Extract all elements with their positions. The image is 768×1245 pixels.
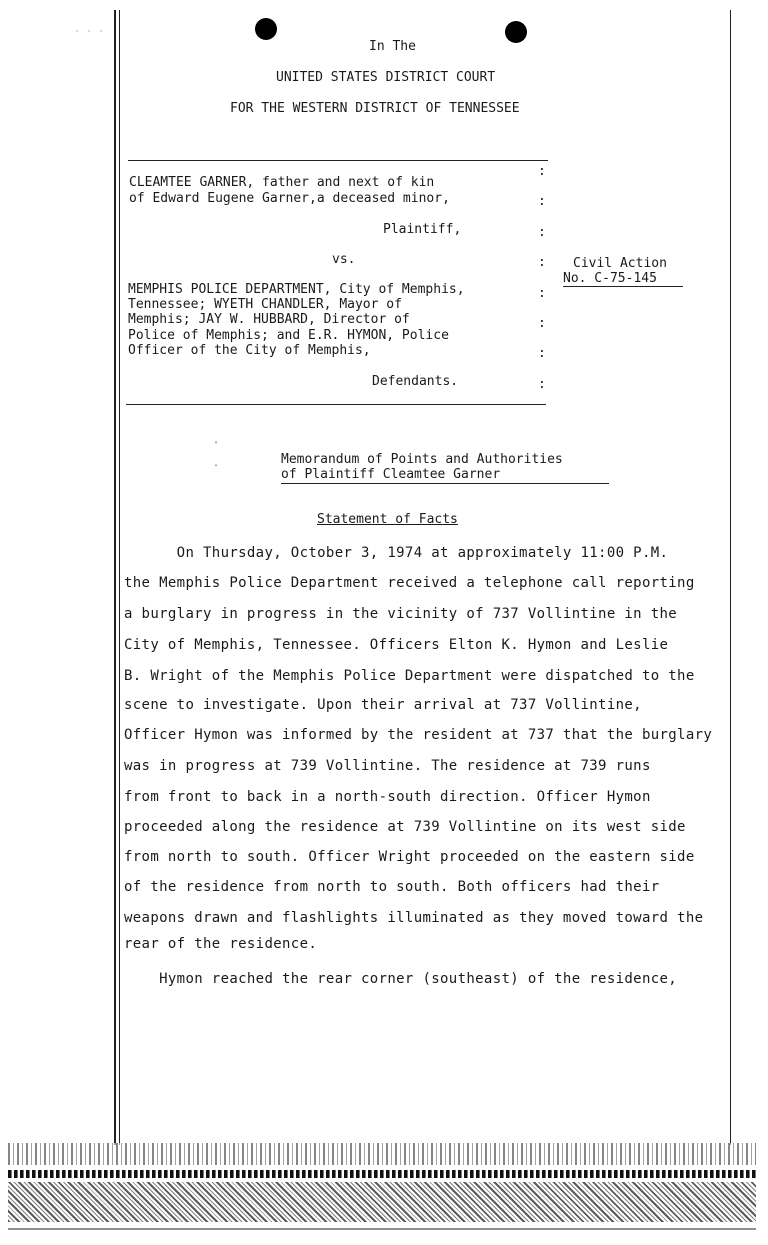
caption-colon: : (538, 255, 546, 270)
caption-colon: : (538, 286, 546, 301)
body-line: a burglary in progress in the vicinity of 737 Vollintine in the (124, 606, 678, 622)
caption-colon: : (538, 377, 546, 392)
memo-title-underline (281, 483, 609, 484)
body-line: Hymon reached the rear corner (southeast) of the residence, (124, 971, 678, 987)
plaintiff-name-line-1: CLEAMTEE GARNER, father and next of kin (129, 175, 435, 190)
defendant-line-3: Memphis; JAY W. HUBBARD, Director of (128, 312, 410, 327)
scan-noise-band (8, 1170, 756, 1178)
body-line: weapons drawn and flashlights illuminated as they moved toward the (124, 910, 704, 926)
body-line: from north to south. Officer Wright proceeded on the eastern side (124, 849, 695, 865)
caption-colon: : (538, 316, 546, 331)
body-line: scene to investigate. Upon their arrival at 737 Vollintine, (124, 697, 642, 713)
caption-top-rule (128, 160, 548, 161)
caption-colon: : (538, 194, 546, 209)
stray-mark: ' (213, 440, 220, 451)
caption-colon: : (538, 225, 546, 240)
defendant-line-2: Tennessee; WYETH CHANDLER, Mayor of (128, 297, 402, 312)
body-line: City of Memphis, Tennessee. Officers Elton K. Hymon and Leslie (124, 637, 669, 653)
left-margin-rule (114, 10, 116, 1145)
case-number-underline (563, 286, 683, 287)
body-line: On Thursday, October 3, 1974 at approximately 11:00 P.M. (124, 545, 669, 561)
scan-noise-band (8, 1182, 756, 1222)
stray-mark: . (213, 458, 220, 469)
defendants-label: Defendants. (372, 374, 459, 389)
body-line: of the residence from north to south. Both officers had their (124, 879, 660, 895)
scan-noise-band (8, 1228, 756, 1230)
binder-hole-right (505, 21, 527, 43)
defendant-line-1: MEMPHIS POLICE DEPARTMENT, City of Memphis, (128, 282, 465, 297)
plaintiff-name-line-2: of Edward Eugene Garner,a deceased minor, (129, 191, 450, 206)
caption-colon: : (538, 346, 546, 361)
civil-action-label: Civil Action (573, 256, 667, 271)
defendant-line-4: Police of Memphis; and E.R. HYMON, Police (128, 328, 449, 343)
stray-mark: ˙ ˙ ˙ (74, 30, 105, 41)
caption-bottom-rule (126, 404, 546, 405)
court-header-line-2: UNITED STATES DISTRICT COURT (276, 70, 496, 85)
scan-noise-band (8, 1143, 756, 1165)
left-margin-rule-inner (119, 10, 120, 1145)
court-header-line-3: FOR THE WESTERN DISTRICT OF TENNESSEE (230, 101, 520, 116)
defendant-line-5: Officer of the City of Memphis, (128, 343, 371, 358)
court-header-line-1: In The (369, 39, 416, 54)
body-line: the Memphis Police Department received a telephone call reporting (124, 575, 695, 591)
body-line: Officer Hymon was informed by the resident at 737 that the burglary (124, 727, 713, 743)
section-heading: Statement of Facts (317, 512, 458, 527)
caption-colon: : (538, 164, 546, 179)
binder-hole-left (255, 18, 277, 40)
memo-title-line-2: of Plaintiff Cleamtee Garner (281, 467, 501, 482)
plaintiff-label: Plaintiff, (383, 222, 462, 237)
body-line: proceeded along the residence at 739 Vollintine on its west side (124, 819, 686, 835)
body-line: rear of the residence. (124, 936, 318, 952)
case-number: No. C-75-145 (563, 271, 657, 286)
right-margin-rule (730, 10, 731, 1145)
memo-title-line-1: Memorandum of Points and Authorities (281, 452, 563, 467)
body-line: B. Wright of the Memphis Police Department were dispatched to the (124, 668, 695, 684)
body-line: from front to back in a north-south direction. Officer Hymon (124, 789, 651, 805)
body-line: was in progress at 739 Vollintine. The residence at 739 runs (124, 758, 651, 774)
versus-label: vs. (332, 252, 356, 267)
